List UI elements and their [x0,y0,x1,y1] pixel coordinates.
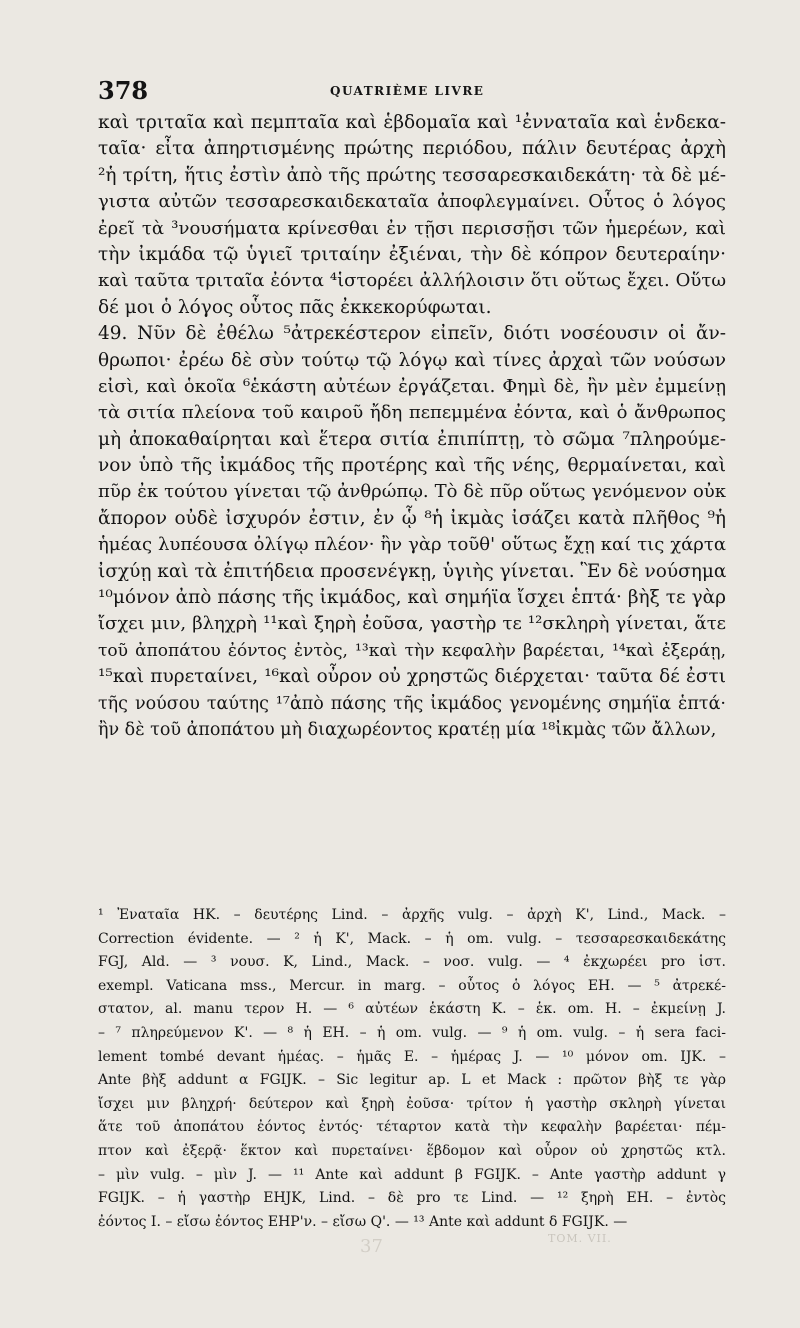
text-line: ἢν δὲ τοῦ ἀποπάτου μὴ διαχωρέοντος κρατέῃ μία ¹⁸ἰκμὰς τῶν ἄλλων, [98,719,717,740]
text-line: δέ μοι ὁ λόγος οὗτος πᾶς ἐκκεκορύφωται. [98,296,492,318]
footnote-line: FGJ, Ald. — ³ νουσ. K, Lind., Mack. – νοσ. vulg. — ⁴ ἐκχωρέει pro ἱστ. [98,954,726,971]
main-text-block [98,110,726,743]
page-header [98,76,718,106]
footnote-line: ἐόντος I. – εἴσω ἐόντος EHP'ν. – εἴσω Q'. — ¹³ Ante καὶ addunt δ FGIJK. — [98,1213,628,1230]
footnote-line: πτον καὶ ἐξερᾷ· ἕκτον καὶ πυρεταίνει· ἕβδομον καὶ οὖρον οὐ χρηστῶς κτλ. [98,1142,726,1159]
text-line: ¹⁰μόνον ἀπὸ πάσης τῆς ἰκμάδος, καὶ σημήϊα ἴσχει ἑπτά· βὴξ τε γὰρ [98,587,726,609]
text-line: 49. Νῦν δὲ ἐθέλω ⁵ἀτρεκέστερον εἰπεῖν, διότι νοσέουσιν οἱ ἄν- [98,323,726,345]
footnote-line: – ⁷ πληρεύμενον K'. — ⁸ ἡ EH. – ἡ om. vulg. — ⁹ ἡ om. vulg. – ἡ sera faci- [98,1024,726,1041]
text-line: καὶ ταῦτα τριταῖα ἐόντα ⁴ἱστορέει ἀλλήλοισιν ὅτι οὕτως ἔχει. Οὕτω [98,270,726,292]
footnote-line: ἅτε τοῦ ἀποπάτου ἐόντος ἐντός· τέταρτον κατὰ τὴν κεφαλὴν βαρέεται· πέμ- [98,1119,726,1136]
footnote-line: ἴσχει μιν βληχρή· δεύτερον καὶ ξηρὴ ἐοῦσα· τρίτον ἡ γαστὴρ σκληρὴ γίνεται [98,1095,726,1112]
text-line: γιστα αὐτῶν τεσσαρεσκαιδεκαταῖα ἀποφλεγμαίνει. Οὗτος ὁ λόγος [98,191,726,213]
footnote-line: στατον, al. manu τερον H. — ⁶ αὐτέων ἑκάστη K. – ἑκ. om. H. – ἐκμείνῃ J. [98,1001,726,1018]
footnote-line: lement tombé devant ἡμέας. – ἡμᾶς E. – ἡμέρας J. — ¹⁰ μόνον om. IJK. – [98,1048,726,1065]
text-line: ²ἡ τρίτη, ἥτις ἐστὶν ἀπὸ τῆς πρώτης τεσσαρεσκαιδεκάτη· τὰ δὲ μέ- [98,164,726,186]
text-line: τὴν ἰκμάδα τῷ ὑγιεῖ τριταίην ἐξιέναι, τὴν δὲ κόπρον δευτεραίην· [98,243,726,265]
text-line: ἐρεῖ τὰ ³νουσήματα κρίνεσθαι ἐν τῇσι περισσῇσι τῶν ἡμερέων, καὶ [98,217,726,239]
text-line: θρωποι· ἐρέω δὲ σὺν τούτῳ τῷ λόγῳ καὶ τίνες ἀρχαὶ τῶν νούσων [98,349,726,371]
text-line: νον ὑπὸ τῆς ἰκμάδος τῆς προτέρης καὶ τῆς νέης, θερμαίνεται, καὶ [98,455,726,477]
footnote-line: FGIJK. – ἡ γαστὴρ EHJK, Lind. – δὲ pro τε Lind. — ¹² ξηρὴ EH. – ἐντὸς [98,1190,726,1207]
text-line: εἰσὶ, καὶ ὁκοῖα ⁶ἑκάστη αὐτέων ἐργάζεται. Φημὶ δὲ, ἢν μὲν ἐμμείνῃ [98,375,726,397]
footnote-line: Correction évidente. — ² ἡ K', Mack. – ἡ om. vulg. – τεσσαρεσκαιδεκάτης [98,930,726,947]
text-line: ἡμέας λυπέουσα ὀλίγῳ πλέον· ἢν γὰρ τοῦθ' οὕτως ἔχῃ καί τις χάρτα [98,534,726,556]
text-line: καὶ τριταῖα καὶ πεμπταῖα καὶ ἑβδομαῖα καὶ ¹ἐνναταῖα καὶ ἑνδεκα- [98,112,726,133]
text-line: τῆς νούσου ταύτης ¹⁷ἀπὸ πάσης τῆς ἰκμάδος γενομένης σημήϊα ἑπτά· [98,693,726,714]
text-line: ταῖα· εἶτα ἀπηρτισμένης πρώτης περιόδου, πάλιν δευτέρας ἀρχὴ [98,138,726,160]
text-line: ἴσχει μιν, βληχρὴ ¹¹καὶ ξηρὴ ἐοῦσα, γαστὴρ τε ¹²σκληρὴ γίνεται, ἅτε [98,613,726,635]
footnote-line: ¹ Ἐναταῖα HK. – δευτέρης Lind. – ἀρχῆς vulg. – ἀρχὴ K', Lind., Mack. – [98,907,726,923]
text-line: μὴ ἀποκαθαίρηται καὶ ἕτερα σιτία ἐπιπίπτῃ, τὸ σῶμα ⁷πληρούμε- [98,428,726,450]
bleed-through-number: 37 [360,1236,383,1257]
text-line: ἄπορον οὐδὲ ἰσχυρόν ἐστιν, ἐν ᾧ ⁸ἡ ἰκμὰς ἰσάζει κατὰ πλῆθος ⁹ἡ [98,507,726,529]
text-line: πῦρ ἐκ τούτου γίνεται τῷ ἀνθρώπῳ. Τὸ δὲ πῦρ οὕτως γενόμενον οὐκ [98,481,726,503]
text-line: ¹⁵καὶ πυρεταίνει, ¹⁶καὶ οὖρον οὐ χρηστῶς διέρχεται· ταῦτα δέ ἐστι [98,666,726,688]
footnote-line: Ante βὴξ addunt α FGIJK. – Sic legitur ap. L et Mack : πρῶτον βὴξ τε γὰρ [98,1072,726,1089]
running-title: QUATRIÈME LIVRE [330,84,485,98]
footnote-line: exempl. Vaticana mss., Mercur. in marg. – οὗτος ὁ λόγος EH. — ⁵ ἀτρεκέ- [98,977,726,994]
signature-mark: TOM. VII. [548,1232,612,1245]
footnotes-block [98,904,726,1234]
text-line: τοῦ ἀποπάτου ἐόντος ἐντὸς, ¹³καὶ τὴν κεφαλὴν βαρέεται, ¹⁴καὶ ἐξεράῃ, [98,640,726,661]
footnote-line: – μὶν vulg. – μὶν J. — ¹¹ Ante καὶ addunt β FGIJK. – Ante γαστὴρ addunt γ [98,1166,726,1183]
page-number: 378 [98,76,149,105]
text-line: ἰσχύῃ καὶ τὰ ἐπιτήδεια προσενέγκῃ, ὑγιὴς γίνεται. Ἓν δὲ νούσημα [98,560,727,582]
text-line: τὰ σιτία πλείονα τοῦ καιροῦ ἤδη πεπεμμένα ἐόντα, καὶ ὁ ἄνθρωπος [98,402,726,424]
